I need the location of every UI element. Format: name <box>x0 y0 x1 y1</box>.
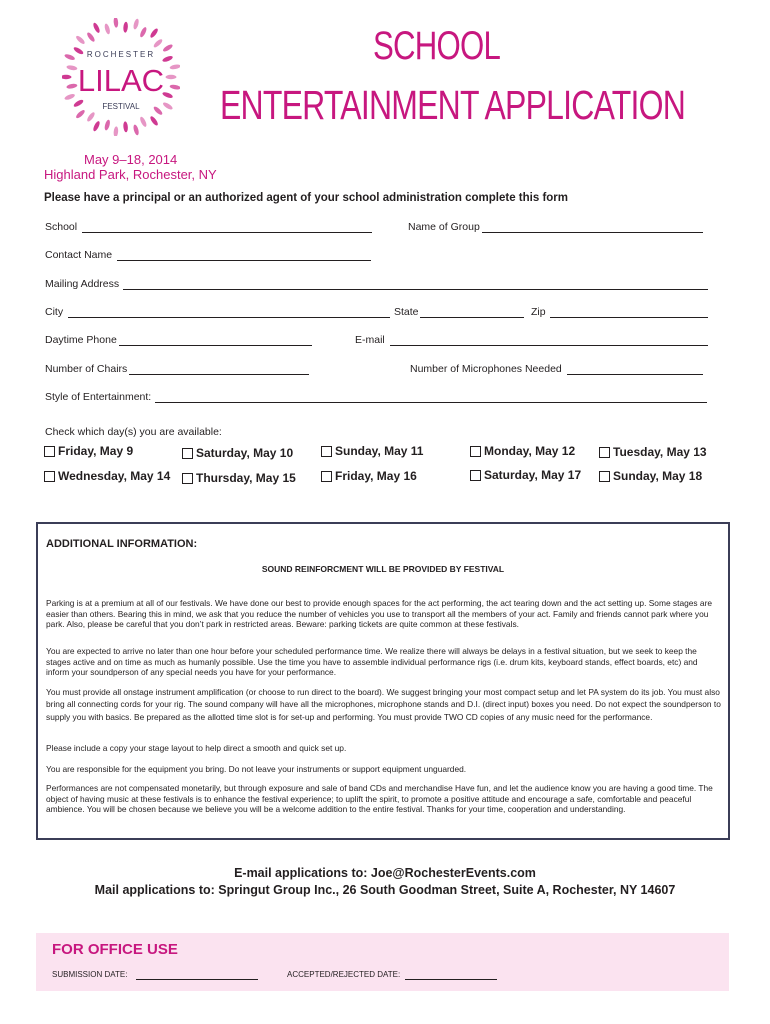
form-instructions: Please have a principal or an authorized agent of your school administration complete this form <box>44 192 568 204</box>
petal <box>113 18 118 28</box>
logo-top-text: ROCHESTER <box>86 50 156 59</box>
day-checkbox-mon-12[interactable]: Monday, May 12 <box>470 444 575 458</box>
petal <box>73 99 85 109</box>
contact-field[interactable] <box>117 260 371 261</box>
stage-layout-paragraph: Please include a copy your stage layout to help direct a smooth and quick set up. <box>46 743 347 753</box>
petal <box>113 126 118 136</box>
petal <box>152 38 163 49</box>
zip-label: Zip <box>531 306 546 318</box>
petal <box>104 23 111 35</box>
compensation-paragraph: Performances are not compensated monetarily, but through exposure and sale of band CDs and merchandise Have fun, and let the audience know you are having a good time. The object of having music at these festivals is to enhance the festival experience; to uplift the spirit, to promote a positive attitude and encourage a safe, comfortable and peaceful ambience. You will be chosen because we believe you will be a welcome addition to the entire festival. Thanks for your time, cooperation and understanding. <box>46 783 713 815</box>
school-label: School <box>45 221 78 233</box>
event-dates: May 9–18, 2014 <box>84 152 178 167</box>
style-field[interactable] <box>155 402 707 403</box>
day-checkbox-tue-13[interactable]: Tuesday, May 13 <box>599 445 707 459</box>
sound-notice: SOUND REINFORCMENT WILL BE PROVIDED BY FESTIVAL <box>261 564 505 574</box>
petal <box>92 22 101 34</box>
group-label: Name of Group <box>408 221 480 233</box>
petal <box>92 120 101 132</box>
day-checkbox-thu-15[interactable]: Thursday, May 15 <box>182 471 296 485</box>
petal <box>66 65 78 71</box>
petal <box>123 121 128 132</box>
city-label: City <box>45 306 64 318</box>
petal <box>149 27 159 38</box>
petal <box>132 18 139 30</box>
petal <box>162 101 174 111</box>
petal <box>62 75 72 79</box>
petal <box>66 83 78 89</box>
checkbox-icon <box>44 446 55 457</box>
checkbox-icon <box>321 471 332 482</box>
event-location: Highland Park, Rochester, NY <box>44 167 217 182</box>
day-checkbox-fri-9[interactable]: Friday, May 9 <box>44 444 133 458</box>
style-label: Style of Entertainment: <box>45 391 152 403</box>
day-checkbox-sat-17[interactable]: Saturday, May 17 <box>470 468 581 482</box>
logo-bottom-text: FESTIVAL <box>102 102 140 111</box>
checkbox-icon <box>599 447 610 458</box>
phone-field[interactable] <box>119 345 312 346</box>
title-line-1: SCHOOL <box>373 24 501 68</box>
flower-ring-icon <box>62 18 180 136</box>
office-use-title: FOR OFFICE USE <box>52 941 178 958</box>
mailing-label: Mailing Address <box>45 278 120 290</box>
checkbox-icon <box>470 446 481 457</box>
additional-info-box <box>36 522 730 840</box>
checkbox-icon <box>182 448 193 459</box>
checkbox-icon <box>321 446 332 457</box>
petal <box>139 116 148 128</box>
days-prompt: Check which day(s) you are available: <box>45 426 222 438</box>
petal <box>123 22 128 33</box>
group-field[interactable] <box>482 232 703 233</box>
petal <box>152 105 163 116</box>
checkbox-icon <box>599 471 610 482</box>
petal <box>149 115 159 126</box>
chairs-label: Number of Chairs <box>45 363 128 375</box>
state-label: State <box>394 306 419 318</box>
mail-applications: Mail applications to: Springut Group Inc., 26 South Goodman Street, Suite A, Rochester, NY 14607 <box>94 883 676 897</box>
petal <box>75 35 86 46</box>
day-checkbox-fri-16[interactable]: Friday, May 16 <box>321 469 417 483</box>
petal <box>73 46 85 56</box>
petal <box>166 75 177 79</box>
email-applications: E-mail applications to: Joe@RochesterEvents.com <box>234 866 536 880</box>
equipment-paragraph: You must provide all onstage instrument amplification (or choose to run direct to the board). We suggest bringing your most compact setup and let PA system do its job. You must also bring all connecting cords for your rig. The sound company will have all the microphones, microphone stands and D.I. (direct input) boxes you need. Do not expect the soundperson to supply you with basics. Be prepared as the allotted time slot is for set-up and performing. You must provide TWO CD copies of any music need for the performance. <box>46 687 721 722</box>
day-checkbox-sun-18[interactable]: Sunday, May 18 <box>599 469 702 483</box>
petal <box>162 55 174 63</box>
checkbox-icon <box>182 473 193 484</box>
logo-name-text: LILAC <box>77 63 165 98</box>
petal <box>64 93 76 101</box>
mics-field[interactable] <box>567 374 703 375</box>
petal <box>64 53 76 61</box>
parking-paragraph: Parking is at a premium at all of our festivals. We have done our best to provide enough spaces for the act performing, the act tearing down and the act setting up. Some stages are easier than others. Bearing this in mind, we ask that you reduce the number of vehicles you use to transport all the members of your act. Family and friends cannot park where you park. Also, please be careful that you don’t park in restricted areas. Beware: parking tickets are quite common at these festivals. <box>46 598 713 630</box>
email-field[interactable] <box>390 345 708 346</box>
arrival-paragraph: You are expected to arrive no later than one hour before your scheduled performance time. We realize there will always be delays in a festival situation, but we seek to keep the stages active and on time as much as humanly possible. Use the time you have to assemble individual performance rigs (i.e. drum kits, keyboard stands, effect boards, etc) and inform your soundperson of any special needs you have for your performance. <box>46 646 698 678</box>
additional-info-heading: ADDITIONAL INFORMATION: <box>46 538 198 550</box>
submission-date-field[interactable] <box>136 979 258 980</box>
chairs-field[interactable] <box>129 374 309 375</box>
petal <box>162 43 174 53</box>
responsibility-paragraph: You are responsible for the equipment you bring. Do not leave your instruments or support equipment unguarded. <box>46 764 467 774</box>
contact-label: Contact Name <box>45 249 113 261</box>
mailing-field[interactable] <box>123 289 708 290</box>
petal <box>169 64 180 70</box>
title-line-2: ENTERTAINMENT APPLICATION <box>220 82 686 128</box>
petal <box>139 26 148 38</box>
school-field[interactable] <box>82 232 372 233</box>
phone-label: Daytime Phone <box>45 334 117 346</box>
petal <box>86 111 96 122</box>
accepted-date-field[interactable] <box>405 979 497 980</box>
city-field[interactable] <box>68 317 390 318</box>
day-checkbox-sat-10[interactable]: Saturday, May 10 <box>182 446 293 460</box>
checkbox-icon <box>470 470 481 481</box>
petal <box>75 109 86 120</box>
email-label: E-mail <box>355 334 385 346</box>
petal <box>104 119 111 131</box>
lilac-festival-logo <box>62 18 180 136</box>
petal <box>86 31 96 42</box>
petal <box>132 124 139 136</box>
office-use-section <box>36 933 729 991</box>
submission-date-label: SUBMISSION DATE: <box>52 970 128 979</box>
day-checkbox-wed-14[interactable]: Wednesday, May 14 <box>44 469 170 483</box>
petal <box>169 84 180 90</box>
mics-label: Number of Microphones Needed <box>410 363 562 375</box>
checkbox-icon <box>44 471 55 482</box>
accepted-date-label: ACCEPTED/REJECTED DATE: <box>287 970 401 979</box>
state-field[interactable] <box>420 317 524 318</box>
zip-field[interactable] <box>550 317 708 318</box>
day-checkbox-sun-11[interactable]: Sunday, May 11 <box>321 444 423 458</box>
